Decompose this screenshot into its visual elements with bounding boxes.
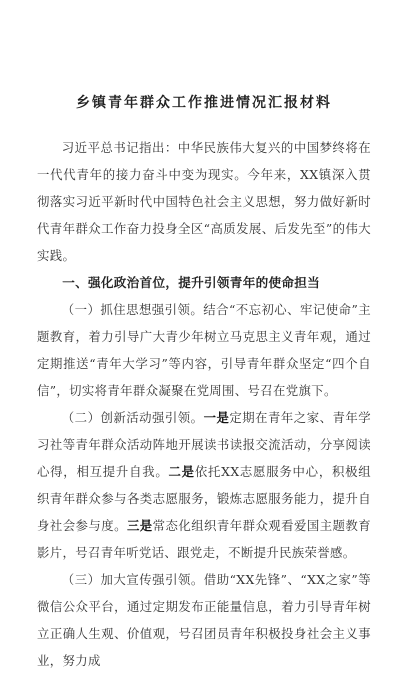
item-2-paragraph: [37, 404, 371, 566]
item-3-paragraph: （三）加大宣传强引领。借助“XX先锋”、“XX之家”等微信公众平台，通过定期发布正能量信息，着力引导青年树立正确人生观、价值观，号召团员青年积极投身社会主义事业，努力成: [37, 572, 371, 668]
item-2-point-3-label: 三是: [126, 518, 153, 533]
intro-paragraph: 习近平总书记指出：中华民族伟大复兴的中国梦终将在一代代青年的接力奋斗中变为现实。今年来，XX镇深入贯彻落实习近平新时代中国特色社会主义思想，努力做好新时代青年群众工作奋力投身全区“高质发展、后发先至”的伟大实践。: [37, 140, 371, 263]
item-2-point-3-text: 常态化组织青年群众观看爱国主题教育影片，号召青年听党话、跟党走，不断提升民族荣誉感。: [37, 518, 371, 560]
item-2-point-2-label: 二是: [168, 464, 195, 479]
item-2-lead: （二）创新活动强引领。: [61, 410, 204, 425]
item-2-point-2-text: 依托XX志愿服务中心，积极组织青年群众参与各类志愿服务，锻炼志愿服务能力，提升自身社会参与度。: [37, 464, 372, 533]
item-2-point-1-text: 定期在青年之家、青年学习社等青年群众活动阵地开展读书读报交流活动，分享阅读心得，相互提升自我。: [37, 410, 371, 479]
document-title: 乡镇青年群众工作推进情况汇报材料: [76, 95, 332, 111]
item-1-paragraph: （一）抓住思想强引领。结合“不忘初心、牢记使命”主题教育，着力引导广大青少年树立马克思主义青年观，通过定期推送“青年大学习”等内容，引导青年群众坚定“四个自信”，切实将青年群众凝聚在党周围、号召在党旗下。: [37, 302, 371, 398]
section-heading: 一、强化政治首位，提升引领青年的使命担当: [62, 275, 321, 290]
item-2-point-1-label: 一是: [203, 410, 230, 425]
